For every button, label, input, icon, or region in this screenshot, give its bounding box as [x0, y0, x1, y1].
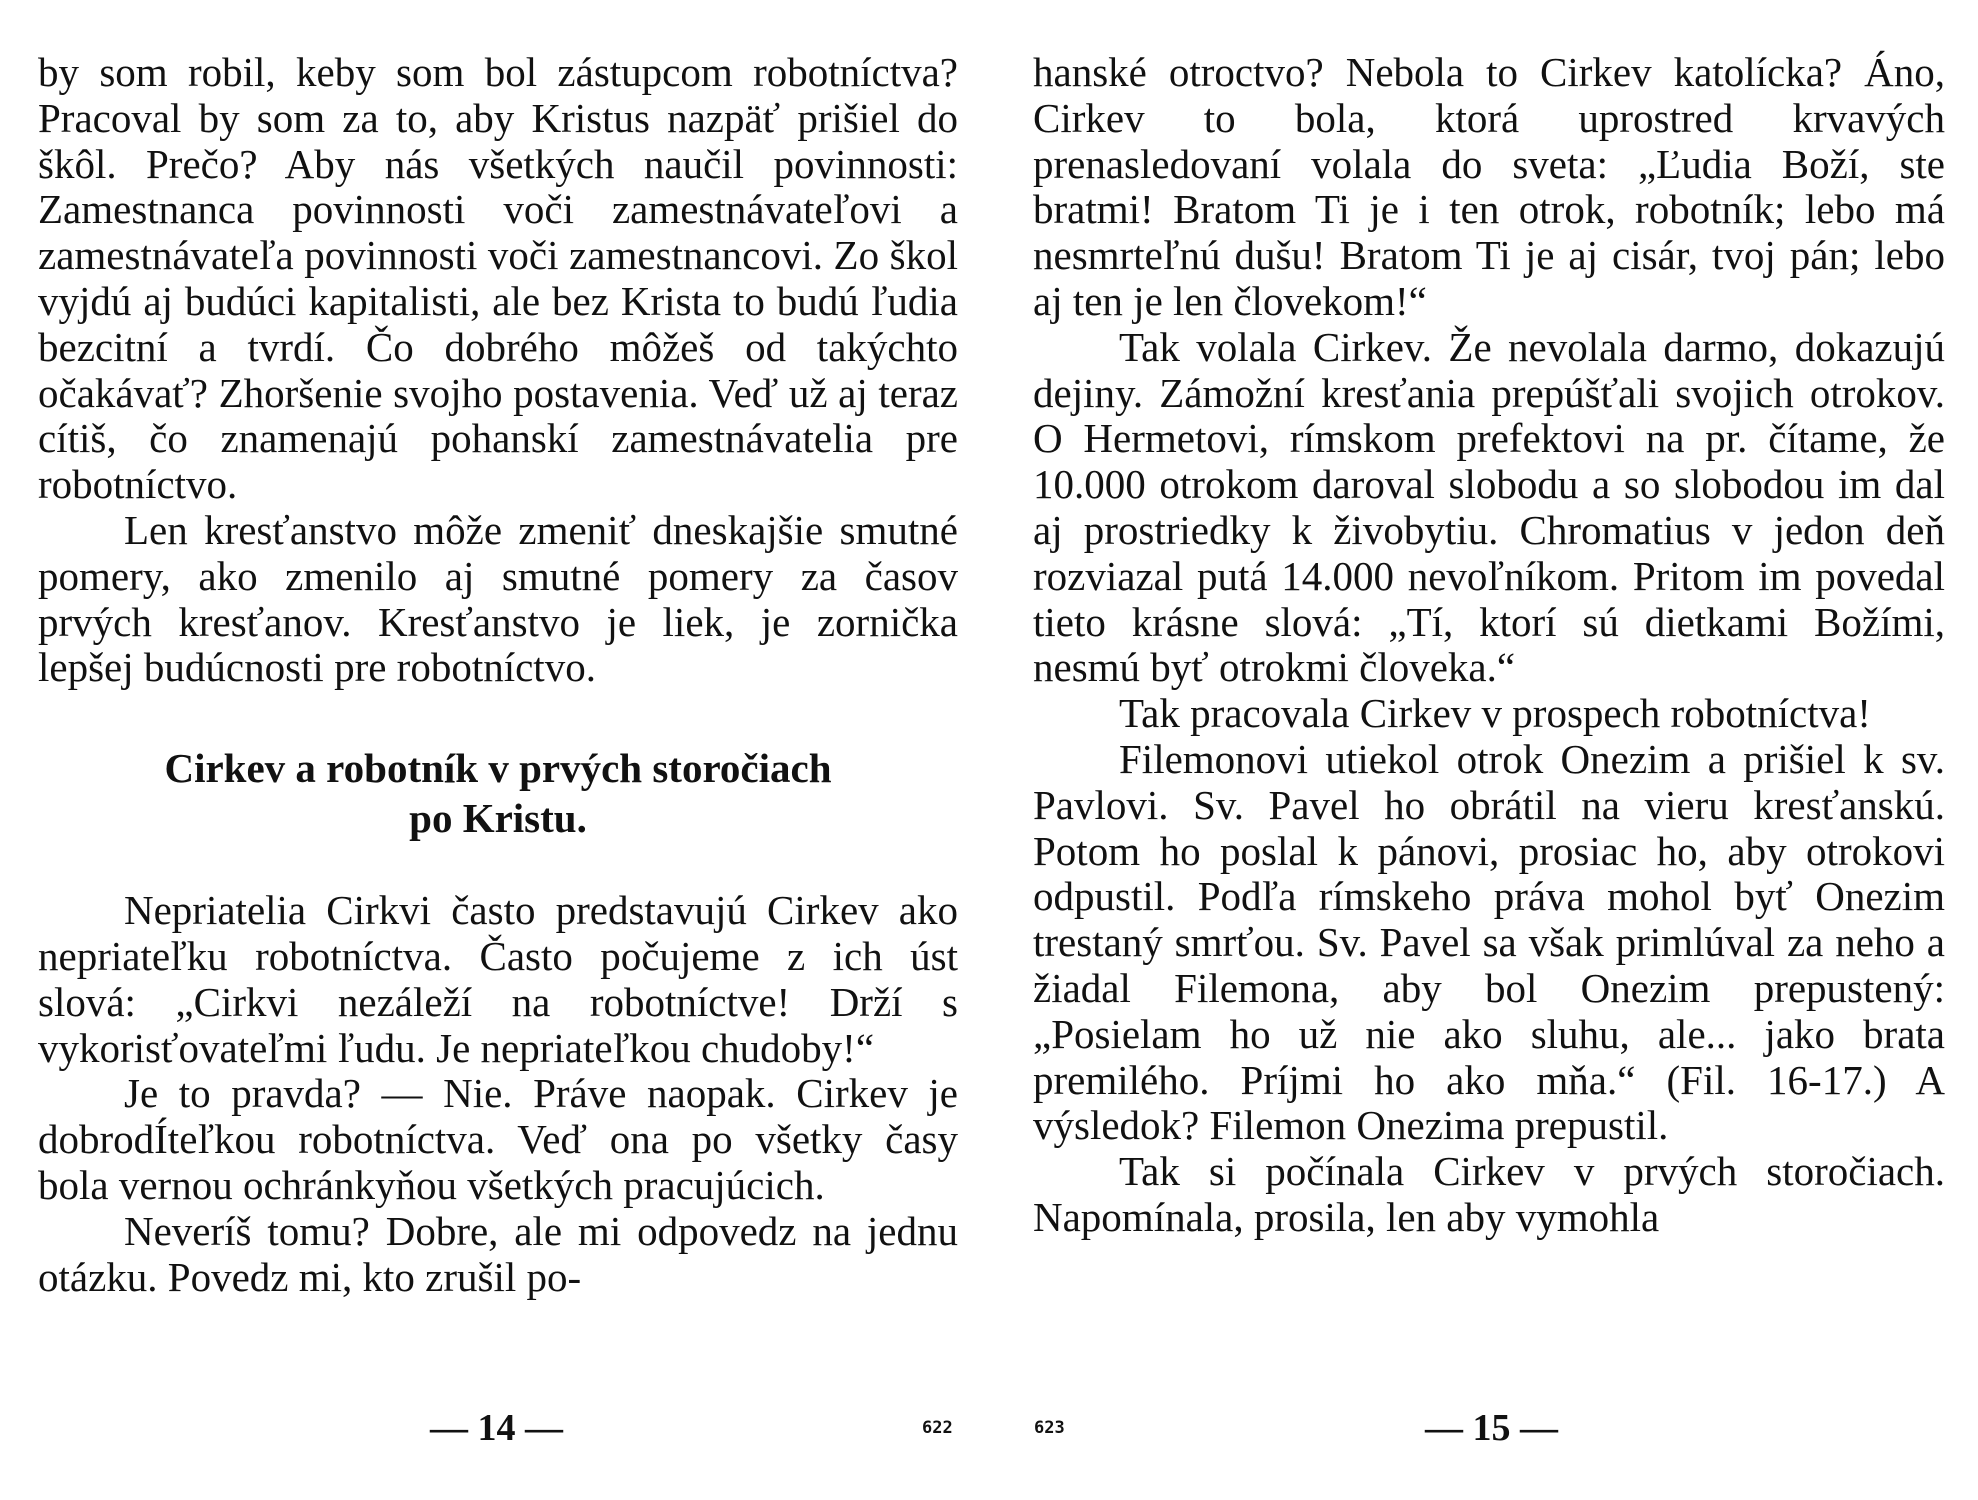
right-corner-number: 623: [1034, 1418, 1065, 1438]
left-paragraph-4: Je to pravda? — Nie. Práve naopak. Cirkev je dobrodÍteľkou robotníctva. Veď ona po všetky časy bola vernou ochránkyňou všetkých pracujúcich.: [38, 1070, 958, 1208]
right-paragraph-3: Tak pracovala Cirkev v prospech robotníctva!: [1119, 690, 1871, 737]
right-page: [1033, 50, 1945, 1241]
right-paragraph-4: Filemonovi utiekol otrok Onezim a prišiel k sv. Pavlovi. Sv. Pavel ho obrátil na vieru kresťanskú. Potom ho poslal k pánovi, prosiac ho, aby otrokovi odpustil. Podľa rímskeho práva mohol byť Onezim trestaný smrťou. Sv. Pavel sa však primlúval za neho a žiadal Filemona, aby bol Onezim prepustený: „Posielam ho už nie ako sluhu, ale... jako brata premilého. Príjmi ho ako mňa.“ (Fil. 16-17.) A výsledok? Filemon Onezima prepustil.: [1033, 735, 1945, 1149]
section-heading-line-1: Cirkev a robotník v prvých storočiach: [164, 745, 832, 792]
right-paragraph-5: Tak si počínala Cirkev v prvých storočiach. Napomínala, prosila, len aby vymohla: [1033, 1148, 1945, 1240]
section-heading: [38, 743, 958, 843]
left-paragraph-2: Len kresťanstvo môže zmeniť dneskajšie smutné pomery, ako zmenilo aj smutné pomery za časov prvých kresťanov. Kresťanstvo je liek, je zornička lepšej budúcnosti pre robotníctvo.: [38, 506, 958, 691]
left-page: [38, 50, 958, 1300]
left-paragraph-1: by som robil, keby som bol zástupcom robotníctva? Pracoval by som za to, aby Kristus nazpäť prišiel do škôl. Prečo? Aby nás všetkých naučil povinnosti: Zamestnanca povinnosti voči zamestnávateľovi a zamestnávateľa povinnosti voči zamestnancovi. Zo škol vyjdú aj budúci kapitalisti, ale bez Krista to budú ľudia bezcitní a tvrdí. Čo dobrého môžeš od takýchto očakávať? Zhoršenie svojho postavenia. Veď už aj teraz cítiš, čo znamenajú pohanskí zamestnávatelia pre robotníctvo.: [38, 49, 958, 508]
left-paragraph-5: Neveríš tomu? Dobre, ale mi odpovedz na jednu otázku. Povedz mi, kto zrušil po-: [38, 1207, 958, 1300]
section-heading-line-2: po Kristu.: [409, 795, 587, 842]
right-paragraph-1: hanské otroctvo? Nebola to Cirkev katolícka? Áno, Cirkev to bola, ktorá uprostred krvavých prenasledovaní volala do sveta: „Ľudia Boží, ste bratmi! Bratom Ti je i ten otrok, robotník; lebo má nesmrteľnú dušu! Bratom Ti je aj cisár, tvoj pán; lebo aj ten je len človekom!“: [1033, 49, 1945, 324]
right-page-number: — 15 —: [1425, 1407, 1558, 1449]
right-paragraph-2: Tak volala Cirkev. Že nevolala darmo, dokazujú dejiny. Zámožní kresťania prepúšťali svojich otrokov. O Hermetovi, rímskom prefektovi na pr. čítame, že 10.000 otrokom daroval slobodu a so slobodou im dal aj prostriedky k živobytiu. Chromatius v jedon deň rozviazal putá 14.000 nevoľníkom. Pritom im povedal tieto krásne slová: „Tí, ktorí sú dietkami Božími, nesmú byť otrokmi človeka.“: [1033, 323, 1945, 691]
left-corner-number: 622: [922, 1418, 953, 1438]
left-page-number: — 14 —: [430, 1407, 563, 1449]
left-paragraph-3: Nepriatelia Cirkvi často predstavujú Cirkev ako nepriateľku robotníctva. Často počujeme z ich úst slová: „Cirkvi nezáleží na robotníctve! Drží s vykorisťovateľmi ľudu. Je nepriateľkou chudoby!“: [38, 887, 958, 1071]
